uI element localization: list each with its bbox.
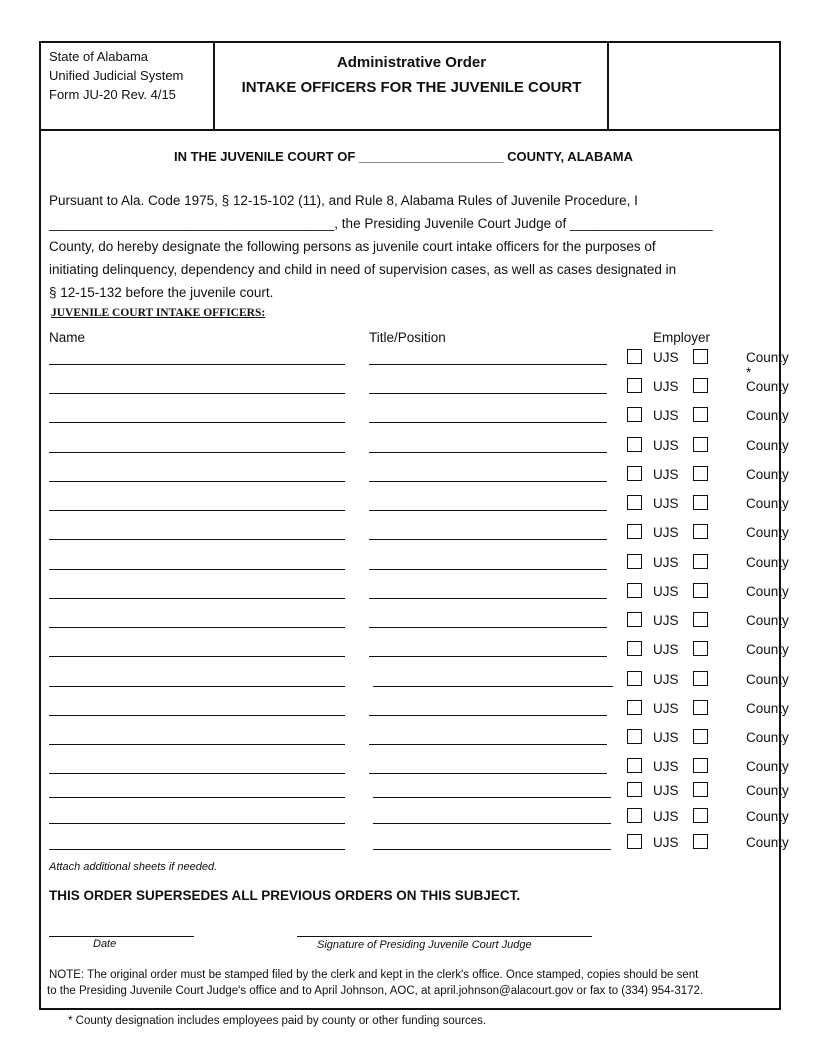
column-header-name: Name bbox=[49, 330, 86, 345]
county-label: County bbox=[746, 730, 789, 745]
ujs-checkbox[interactable] bbox=[627, 583, 642, 598]
ujs-label: UJS bbox=[653, 555, 679, 570]
note-line-2: to the Presiding Juvenile Court Judge's office and to April Johnson, AOC, at april.johnson@alacourt.gov or fax to (334) 954-3172. bbox=[47, 985, 704, 997]
system-line: Unified Judicial System bbox=[49, 68, 184, 83]
ujs-label: UJS bbox=[653, 613, 679, 628]
ujs-label: UJS bbox=[653, 467, 679, 482]
ujs-label: UJS bbox=[653, 379, 679, 394]
ujs-checkbox[interactable] bbox=[627, 349, 642, 364]
ujs-label: UJS bbox=[653, 584, 679, 599]
name-field[interactable] bbox=[49, 598, 345, 599]
county-checkbox[interactable] bbox=[693, 700, 708, 715]
county-checkbox[interactable] bbox=[693, 466, 708, 481]
county-label: County bbox=[746, 759, 789, 774]
name-field[interactable] bbox=[49, 686, 345, 687]
county-checkbox[interactable] bbox=[693, 554, 708, 569]
county-footnote: * County designation includes employees paid by county or other funding sources. bbox=[68, 1015, 487, 1027]
title-position-field[interactable] bbox=[369, 773, 607, 774]
name-field[interactable] bbox=[49, 823, 345, 824]
ujs-label: UJS bbox=[653, 759, 679, 774]
county-checkbox[interactable] bbox=[693, 437, 708, 452]
ujs-checkbox[interactable] bbox=[627, 758, 642, 773]
form-title-block bbox=[215, 43, 608, 96]
name-field[interactable] bbox=[49, 422, 345, 423]
county-label: County bbox=[746, 584, 789, 599]
header-divider-right bbox=[607, 43, 609, 129]
ujs-checkbox[interactable] bbox=[627, 729, 642, 744]
body-line-1: Pursuant to Ala. Code 1975, § 12-15-102 (11), and Rule 8, Alabama Rules of Juvenile Procedure, I bbox=[49, 193, 638, 208]
ujs-checkbox[interactable] bbox=[627, 612, 642, 627]
body-line-2: ______________________________________, the Presiding Juvenile Court Judge of ___________________ bbox=[49, 216, 713, 231]
county-checkbox[interactable] bbox=[693, 758, 708, 773]
title-position-field[interactable] bbox=[373, 823, 611, 824]
county-label: County bbox=[746, 613, 789, 628]
ujs-checkbox[interactable] bbox=[627, 554, 642, 569]
note-line-1: NOTE: The original order must be stamped filed by the clerk and kept in the clerk's office. Once stamped, copies should be sent bbox=[49, 969, 699, 981]
date-label: Date bbox=[93, 938, 117, 950]
county-label: County bbox=[746, 809, 789, 824]
ujs-checkbox[interactable] bbox=[627, 378, 642, 393]
name-field[interactable] bbox=[49, 393, 345, 394]
name-field[interactable] bbox=[49, 773, 345, 774]
form-identification bbox=[49, 47, 183, 104]
title-position-field[interactable] bbox=[369, 364, 607, 365]
date-field[interactable] bbox=[49, 936, 194, 937]
county-label: County bbox=[746, 642, 789, 657]
title-position-field[interactable] bbox=[369, 393, 607, 394]
state-line: State of Alabama bbox=[49, 49, 149, 64]
form-frame bbox=[39, 41, 789, 1010]
county-label: County bbox=[746, 379, 789, 394]
county-checkbox[interactable] bbox=[693, 782, 708, 797]
county-label: County bbox=[746, 496, 789, 511]
ujs-checkbox[interactable] bbox=[627, 782, 642, 797]
ujs-checkbox[interactable] bbox=[627, 495, 642, 510]
name-field[interactable] bbox=[49, 627, 345, 628]
title-position-field[interactable] bbox=[369, 744, 607, 745]
ujs-label: UJS bbox=[653, 525, 679, 540]
ujs-checkbox[interactable] bbox=[627, 834, 642, 849]
name-field[interactable] bbox=[49, 510, 345, 511]
title-position-field[interactable] bbox=[369, 481, 607, 482]
body-line-5: § 12-15-132 before the juvenile court. bbox=[49, 285, 274, 300]
form-title: Administrative Order bbox=[336, 54, 487, 71]
county-label: County bbox=[746, 835, 789, 850]
ujs-label: UJS bbox=[653, 350, 679, 365]
title-position-field[interactable] bbox=[369, 539, 607, 540]
court-county-line: IN THE JUVENILE COURT OF ____________________ COUNTY, ALABAMA bbox=[174, 149, 634, 164]
title-position-field[interactable] bbox=[373, 849, 611, 850]
ujs-label: UJS bbox=[653, 672, 679, 687]
county-label: County bbox=[746, 467, 789, 482]
county-label: County bbox=[746, 438, 789, 453]
county-label: County bbox=[746, 672, 789, 687]
county-label: County bbox=[746, 555, 789, 570]
county-checkbox[interactable] bbox=[693, 495, 708, 510]
county-label: County * bbox=[746, 350, 789, 380]
judge-signature-field[interactable] bbox=[297, 936, 592, 937]
column-header-title: Title/Position bbox=[369, 330, 446, 345]
ujs-checkbox[interactable] bbox=[627, 407, 642, 422]
ujs-checkbox[interactable] bbox=[627, 700, 642, 715]
ujs-label: UJS bbox=[653, 701, 679, 716]
ujs-checkbox[interactable] bbox=[627, 671, 642, 686]
name-field[interactable] bbox=[49, 744, 345, 745]
form-subtitle: INTAKE OFFICERS FOR THE JUVENILE COURT bbox=[241, 79, 582, 96]
ujs-label: UJS bbox=[653, 730, 679, 745]
supersedes-statement: THIS ORDER SUPERSEDES ALL PREVIOUS ORDERS ON THIS SUBJECT. bbox=[49, 888, 521, 903]
name-field[interactable] bbox=[49, 797, 345, 798]
title-position-field[interactable] bbox=[369, 452, 607, 453]
ujs-checkbox[interactable] bbox=[627, 641, 642, 656]
title-position-field[interactable] bbox=[373, 686, 613, 687]
name-field[interactable] bbox=[49, 715, 345, 716]
ujs-label: UJS bbox=[653, 642, 679, 657]
ujs-label: UJS bbox=[653, 438, 679, 453]
title-position-field[interactable] bbox=[369, 422, 607, 423]
name-field[interactable] bbox=[49, 364, 345, 365]
county-checkbox[interactable] bbox=[693, 378, 708, 393]
title-position-field[interactable] bbox=[369, 569, 607, 570]
signature-label: Signature of Presiding Juvenile Court Judge bbox=[317, 939, 532, 951]
ujs-checkbox[interactable] bbox=[627, 437, 642, 452]
county-checkbox[interactable] bbox=[693, 407, 708, 422]
form-number-line: Form JU-20 Rev. 4/15 bbox=[49, 87, 176, 102]
ujs-label: UJS bbox=[653, 408, 679, 423]
additional-sheets-note: Attach additional sheets if needed. bbox=[49, 861, 218, 873]
section-title: JUVENILE COURT INTAKE OFFICERS: bbox=[51, 307, 266, 319]
county-checkbox[interactable] bbox=[693, 808, 708, 823]
county-checkbox[interactable] bbox=[693, 524, 708, 539]
title-position-field[interactable] bbox=[369, 715, 607, 716]
name-field[interactable] bbox=[49, 452, 345, 453]
ujs-checkbox[interactable] bbox=[627, 524, 642, 539]
title-position-field[interactable] bbox=[373, 797, 611, 798]
title-position-field[interactable] bbox=[369, 627, 607, 628]
body-line-3: County, do hereby designate the following persons as juvenile court intake officers for the purposes of bbox=[49, 239, 656, 254]
county-checkbox[interactable] bbox=[693, 729, 708, 744]
column-header-employer: Employer bbox=[653, 330, 711, 345]
name-field[interactable] bbox=[49, 656, 345, 657]
county-checkbox[interactable] bbox=[693, 583, 708, 598]
county-label: County bbox=[746, 701, 789, 716]
county-checkbox[interactable] bbox=[693, 671, 708, 686]
county-checkbox[interactable] bbox=[693, 349, 708, 364]
title-position-field[interactable] bbox=[369, 510, 607, 511]
county-checkbox[interactable] bbox=[693, 641, 708, 656]
title-position-field[interactable] bbox=[369, 598, 607, 599]
ujs-checkbox[interactable] bbox=[627, 466, 642, 481]
body-line-4: initiating delinquency, dependency and child in need of supervision cases, as well as cases designated in bbox=[49, 262, 677, 277]
county-label: County bbox=[746, 783, 789, 798]
ujs-checkbox[interactable] bbox=[627, 808, 642, 823]
county-checkbox[interactable] bbox=[693, 834, 708, 849]
county-label: County bbox=[746, 525, 789, 540]
name-field[interactable] bbox=[49, 481, 345, 482]
ujs-label: UJS bbox=[653, 809, 679, 824]
county-checkbox[interactable] bbox=[693, 612, 708, 627]
ujs-label: UJS bbox=[653, 835, 679, 850]
county-label: County bbox=[746, 408, 789, 423]
name-field[interactable] bbox=[49, 539, 345, 540]
name-field[interactable] bbox=[49, 569, 345, 570]
form-header bbox=[41, 43, 779, 131]
title-position-field[interactable] bbox=[369, 656, 607, 657]
ujs-label: UJS bbox=[653, 783, 679, 798]
name-field[interactable] bbox=[49, 849, 345, 850]
ujs-label: UJS bbox=[653, 496, 679, 511]
